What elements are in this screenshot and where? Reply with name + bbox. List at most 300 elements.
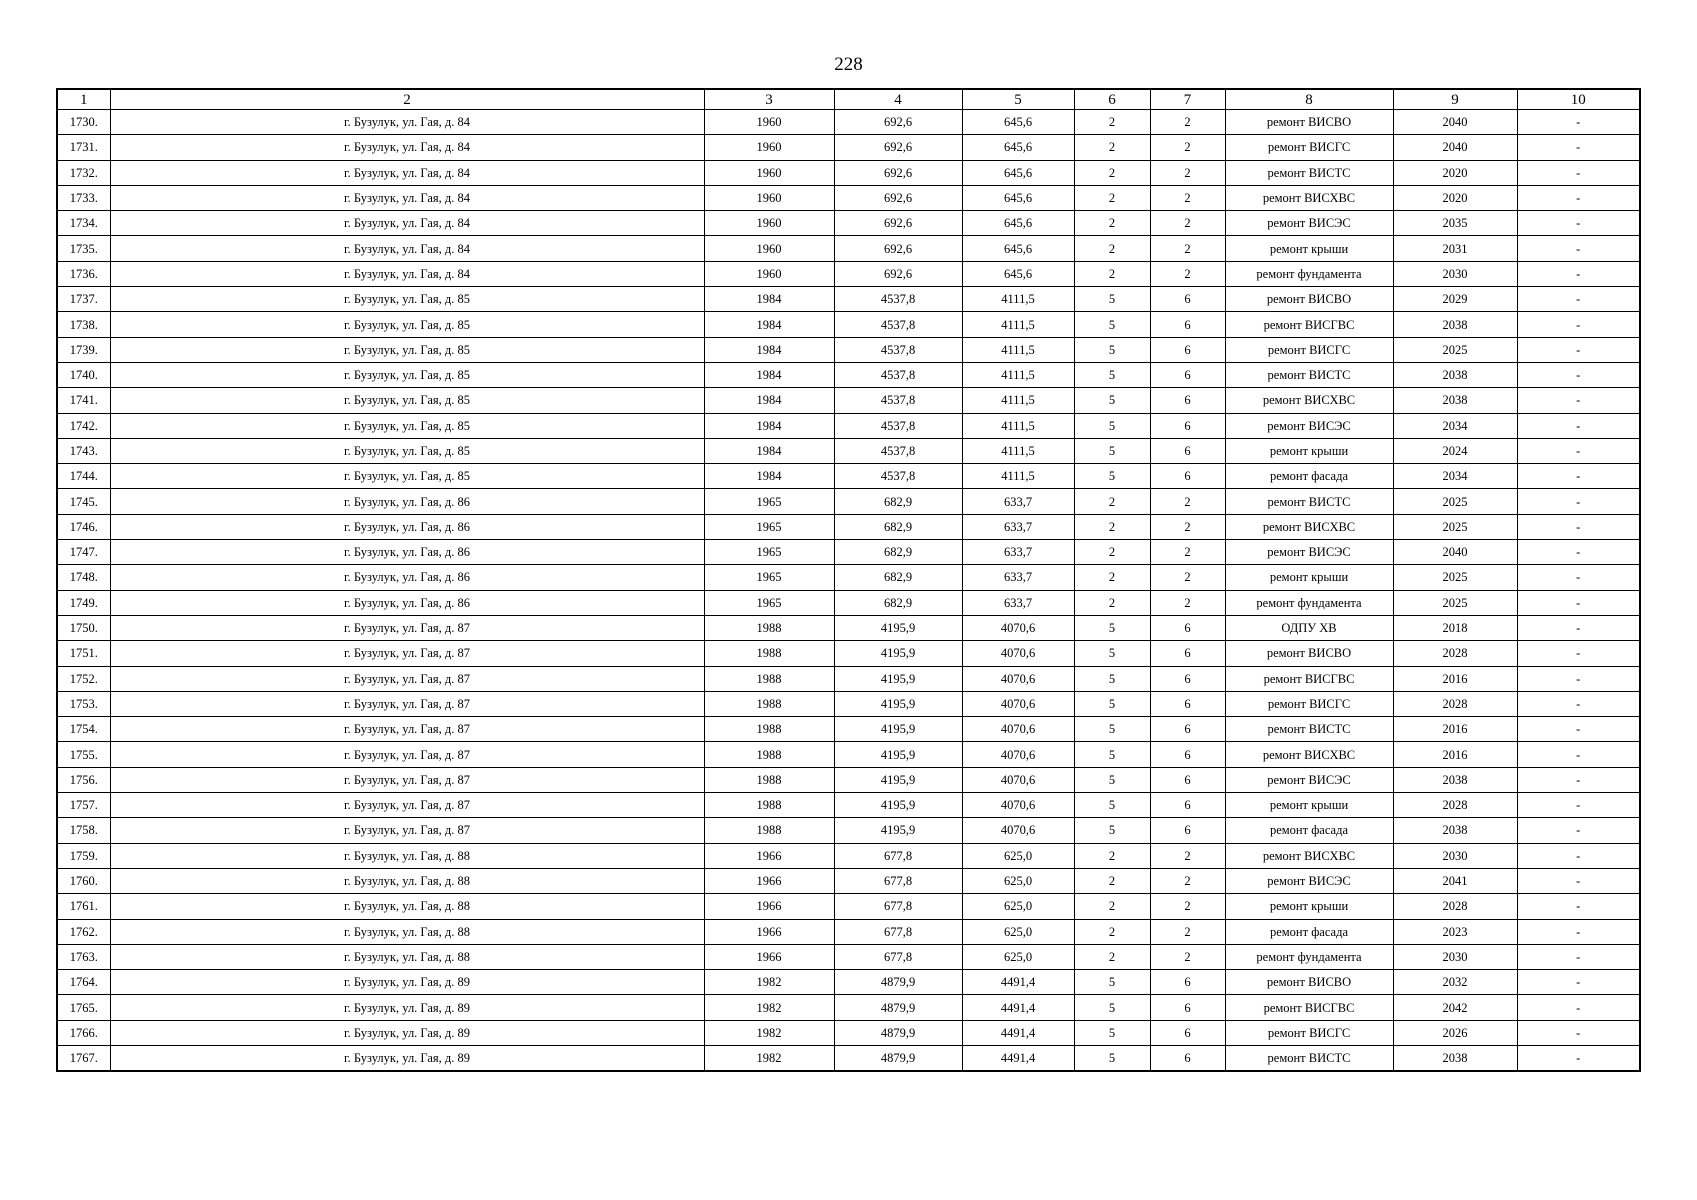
entrances-cell: 2	[1150, 110, 1225, 135]
total-area-cell: 682,9	[834, 514, 962, 539]
total-area-cell: 4195,9	[834, 691, 962, 716]
row-number-cell: 1730.	[57, 110, 110, 135]
row-number-cell: 1744.	[57, 464, 110, 489]
entrances-cell: 6	[1150, 818, 1225, 843]
living-area-cell: 625,0	[962, 843, 1074, 868]
table-row	[57, 995, 1640, 1020]
table-row	[57, 287, 1640, 312]
planned-year-cell: 2030	[1393, 944, 1517, 969]
work-type-cell: ремонт ВИСХВС	[1225, 742, 1393, 767]
year-cell: 1965	[704, 590, 834, 615]
floors-cell: 2	[1074, 894, 1150, 919]
entrances-cell: 6	[1150, 742, 1225, 767]
column-header: 5	[962, 89, 1074, 110]
year-cell: 1982	[704, 1020, 834, 1045]
row-number-cell: 1753.	[57, 691, 110, 716]
table-row	[57, 135, 1640, 160]
column-header: 2	[110, 89, 704, 110]
column-header: 8	[1225, 89, 1393, 110]
address-cell: г. Бузулук, ул. Гая, д. 86	[110, 590, 704, 615]
year-cell: 1960	[704, 135, 834, 160]
address-cell: г. Бузулук, ул. Гая, д. 85	[110, 413, 704, 438]
floors-cell: 2	[1074, 261, 1150, 286]
row-number-cell: 1740.	[57, 362, 110, 387]
total-area-cell: 4195,9	[834, 767, 962, 792]
year-cell: 1966	[704, 944, 834, 969]
row-number-cell: 1734.	[57, 211, 110, 236]
column-header: 3	[704, 89, 834, 110]
floors-cell: 5	[1074, 995, 1150, 1020]
note-cell: -	[1517, 261, 1640, 286]
row-number-cell: 1767.	[57, 1045, 110, 1071]
total-area-cell: 692,6	[834, 185, 962, 210]
note-cell: -	[1517, 944, 1640, 969]
living-area-cell: 633,7	[962, 540, 1074, 565]
table-row	[57, 1020, 1640, 1045]
work-type-cell: ремонт крыши	[1225, 894, 1393, 919]
address-cell: г. Бузулук, ул. Гая, д. 88	[110, 894, 704, 919]
note-cell: -	[1517, 666, 1640, 691]
entrances-cell: 2	[1150, 843, 1225, 868]
row-number-cell: 1758.	[57, 818, 110, 843]
work-type-cell: ОДПУ ХВ	[1225, 615, 1393, 640]
work-type-cell: ремонт ВИСХВС	[1225, 843, 1393, 868]
planned-year-cell: 2028	[1393, 894, 1517, 919]
living-area-cell: 633,7	[962, 514, 1074, 539]
address-cell: г. Бузулук, ул. Гая, д. 88	[110, 944, 704, 969]
planned-year-cell: 2038	[1393, 818, 1517, 843]
work-type-cell: ремонт фундамента	[1225, 944, 1393, 969]
entrances-cell: 2	[1150, 590, 1225, 615]
total-area-cell: 4195,9	[834, 666, 962, 691]
note-cell: -	[1517, 868, 1640, 893]
work-type-cell: ремонт фасада	[1225, 464, 1393, 489]
total-area-cell: 682,9	[834, 590, 962, 615]
note-cell: -	[1517, 464, 1640, 489]
living-area-cell: 4070,6	[962, 717, 1074, 742]
total-area-cell: 692,6	[834, 135, 962, 160]
entrances-cell: 6	[1150, 413, 1225, 438]
entrances-cell: 2	[1150, 540, 1225, 565]
living-area-cell: 4491,4	[962, 995, 1074, 1020]
year-cell: 1984	[704, 362, 834, 387]
work-type-cell: ремонт ВИСВО	[1225, 970, 1393, 995]
entrances-cell: 6	[1150, 312, 1225, 337]
note-cell: -	[1517, 160, 1640, 185]
table-row	[57, 691, 1640, 716]
note-cell: -	[1517, 717, 1640, 742]
living-area-cell: 645,6	[962, 211, 1074, 236]
note-cell: -	[1517, 337, 1640, 362]
entrances-cell: 2	[1150, 489, 1225, 514]
entrances-cell: 6	[1150, 464, 1225, 489]
year-cell: 1984	[704, 413, 834, 438]
planned-year-cell: 2028	[1393, 691, 1517, 716]
address-cell: г. Бузулук, ул. Гая, д. 85	[110, 388, 704, 413]
planned-year-cell: 2035	[1393, 211, 1517, 236]
table-row	[57, 110, 1640, 135]
work-type-cell: ремонт крыши	[1225, 438, 1393, 463]
planned-year-cell: 2034	[1393, 464, 1517, 489]
year-cell: 1984	[704, 464, 834, 489]
address-cell: г. Бузулук, ул. Гая, д. 87	[110, 793, 704, 818]
table-row	[57, 565, 1640, 590]
note-cell: -	[1517, 489, 1640, 514]
total-area-cell: 4195,9	[834, 615, 962, 640]
table-row	[57, 464, 1640, 489]
row-number-cell: 1742.	[57, 413, 110, 438]
total-area-cell: 682,9	[834, 565, 962, 590]
floors-cell: 2	[1074, 843, 1150, 868]
year-cell: 1982	[704, 1045, 834, 1071]
table-header-row	[57, 89, 1640, 110]
year-cell: 1966	[704, 868, 834, 893]
work-type-cell: ремонт ВИСГС	[1225, 135, 1393, 160]
planned-year-cell: 2016	[1393, 717, 1517, 742]
row-number-cell: 1752.	[57, 666, 110, 691]
address-cell: г. Бузулук, ул. Гая, д. 84	[110, 110, 704, 135]
total-area-cell: 4879,9	[834, 970, 962, 995]
year-cell: 1966	[704, 919, 834, 944]
living-area-cell: 4111,5	[962, 312, 1074, 337]
row-number-cell: 1732.	[57, 160, 110, 185]
floors-cell: 5	[1074, 337, 1150, 362]
column-header: 1	[57, 89, 110, 110]
living-area-cell: 633,7	[962, 489, 1074, 514]
row-number-cell: 1754.	[57, 717, 110, 742]
floors-cell: 2	[1074, 110, 1150, 135]
column-header: 4	[834, 89, 962, 110]
floors-cell: 2	[1074, 489, 1150, 514]
planned-year-cell: 2038	[1393, 767, 1517, 792]
living-area-cell: 4070,6	[962, 666, 1074, 691]
entrances-cell: 6	[1150, 767, 1225, 792]
floors-cell: 5	[1074, 464, 1150, 489]
note-cell: -	[1517, 843, 1640, 868]
planned-year-cell: 2025	[1393, 565, 1517, 590]
table-row	[57, 615, 1640, 640]
note-cell: -	[1517, 767, 1640, 792]
year-cell: 1960	[704, 185, 834, 210]
entrances-cell: 2	[1150, 185, 1225, 210]
work-type-cell: ремонт ВИСВО	[1225, 287, 1393, 312]
planned-year-cell: 2018	[1393, 615, 1517, 640]
living-area-cell: 4111,5	[962, 362, 1074, 387]
table-row	[57, 1045, 1640, 1071]
living-area-cell: 4070,6	[962, 641, 1074, 666]
planned-year-cell: 2040	[1393, 540, 1517, 565]
total-area-cell: 4537,8	[834, 337, 962, 362]
entrances-cell: 6	[1150, 388, 1225, 413]
entrances-cell: 6	[1150, 287, 1225, 312]
living-area-cell: 4111,5	[962, 413, 1074, 438]
entrances-cell: 6	[1150, 970, 1225, 995]
address-cell: г. Бузулук, ул. Гая, д. 84	[110, 185, 704, 210]
address-cell: г. Бузулук, ул. Гая, д. 85	[110, 438, 704, 463]
row-number-cell: 1760.	[57, 868, 110, 893]
table-row	[57, 362, 1640, 387]
living-area-cell: 645,6	[962, 185, 1074, 210]
table-row	[57, 438, 1640, 463]
work-type-cell: ремонт крыши	[1225, 236, 1393, 261]
total-area-cell: 677,8	[834, 868, 962, 893]
floors-cell: 2	[1074, 540, 1150, 565]
planned-year-cell: 2042	[1393, 995, 1517, 1020]
address-cell: г. Бузулук, ул. Гая, д. 84	[110, 135, 704, 160]
table-row	[57, 160, 1640, 185]
address-cell: г. Бузулук, ул. Гая, д. 85	[110, 464, 704, 489]
floors-cell: 5	[1074, 1045, 1150, 1071]
table-row	[57, 818, 1640, 843]
note-cell: -	[1517, 438, 1640, 463]
row-number-cell: 1764.	[57, 970, 110, 995]
total-area-cell: 692,6	[834, 261, 962, 286]
row-number-cell: 1749.	[57, 590, 110, 615]
floors-cell: 5	[1074, 691, 1150, 716]
planned-year-cell: 2040	[1393, 135, 1517, 160]
entrances-cell: 2	[1150, 514, 1225, 539]
entrances-cell: 2	[1150, 944, 1225, 969]
table-row	[57, 944, 1640, 969]
year-cell: 1988	[704, 641, 834, 666]
note-cell: -	[1517, 894, 1640, 919]
floors-cell: 5	[1074, 287, 1150, 312]
note-cell: -	[1517, 919, 1640, 944]
address-cell: г. Бузулук, ул. Гая, д. 87	[110, 691, 704, 716]
work-type-cell: ремонт крыши	[1225, 793, 1393, 818]
year-cell: 1982	[704, 995, 834, 1020]
living-area-cell: 625,0	[962, 894, 1074, 919]
repair-schedule-table	[56, 88, 1641, 1072]
column-header: 6	[1074, 89, 1150, 110]
note-cell: -	[1517, 793, 1640, 818]
work-type-cell: ремонт ВИСХВС	[1225, 388, 1393, 413]
row-number-cell: 1751.	[57, 641, 110, 666]
address-cell: г. Бузулук, ул. Гая, д. 85	[110, 362, 704, 387]
living-area-cell: 4070,6	[962, 818, 1074, 843]
total-area-cell: 682,9	[834, 540, 962, 565]
note-cell: -	[1517, 742, 1640, 767]
living-area-cell: 633,7	[962, 590, 1074, 615]
address-cell: г. Бузулук, ул. Гая, д. 89	[110, 1020, 704, 1045]
entrances-cell: 6	[1150, 641, 1225, 666]
living-area-cell: 4070,6	[962, 691, 1074, 716]
floors-cell: 2	[1074, 211, 1150, 236]
entrances-cell: 6	[1150, 1045, 1225, 1071]
address-cell: г. Бузулук, ул. Гая, д. 88	[110, 919, 704, 944]
row-number-cell: 1737.	[57, 287, 110, 312]
row-number-cell: 1766.	[57, 1020, 110, 1045]
row-number-cell: 1736.	[57, 261, 110, 286]
work-type-cell: ремонт ВИСВО	[1225, 641, 1393, 666]
planned-year-cell: 2026	[1393, 1020, 1517, 1045]
row-number-cell: 1735.	[57, 236, 110, 261]
page-number: 228	[834, 54, 863, 75]
total-area-cell: 692,6	[834, 160, 962, 185]
floors-cell: 2	[1074, 236, 1150, 261]
note-cell: -	[1517, 1020, 1640, 1045]
work-type-cell: ремонт ВИСХВС	[1225, 514, 1393, 539]
address-cell: г. Бузулук, ул. Гая, д. 85	[110, 337, 704, 362]
entrances-cell: 6	[1150, 337, 1225, 362]
entrances-cell: 2	[1150, 919, 1225, 944]
year-cell: 1965	[704, 489, 834, 514]
entrances-cell: 6	[1150, 615, 1225, 640]
row-number-cell: 1746.	[57, 514, 110, 539]
floors-cell: 5	[1074, 362, 1150, 387]
table-row	[57, 793, 1640, 818]
note-cell: -	[1517, 540, 1640, 565]
year-cell: 1960	[704, 110, 834, 135]
floors-cell: 5	[1074, 767, 1150, 792]
address-cell: г. Бузулук, ул. Гая, д. 86	[110, 540, 704, 565]
work-type-cell: ремонт фундамента	[1225, 261, 1393, 286]
work-type-cell: ремонт ВИСВО	[1225, 110, 1393, 135]
table-row	[57, 590, 1640, 615]
note-cell: -	[1517, 413, 1640, 438]
address-cell: г. Бузулук, ул. Гая, д. 89	[110, 970, 704, 995]
planned-year-cell: 2038	[1393, 312, 1517, 337]
row-number-cell: 1755.	[57, 742, 110, 767]
address-cell: г. Бузулук, ул. Гая, д. 87	[110, 666, 704, 691]
column-header: 10	[1517, 89, 1640, 110]
note-cell: -	[1517, 590, 1640, 615]
work-type-cell: ремонт фундамента	[1225, 590, 1393, 615]
floors-cell: 2	[1074, 135, 1150, 160]
entrances-cell: 6	[1150, 691, 1225, 716]
note-cell: -	[1517, 565, 1640, 590]
living-area-cell: 645,6	[962, 135, 1074, 160]
total-area-cell: 692,6	[834, 211, 962, 236]
year-cell: 1984	[704, 388, 834, 413]
entrances-cell: 6	[1150, 995, 1225, 1020]
table-row	[57, 261, 1640, 286]
living-area-cell: 625,0	[962, 919, 1074, 944]
floors-cell: 5	[1074, 666, 1150, 691]
address-cell: г. Бузулук, ул. Гая, д. 87	[110, 767, 704, 792]
entrances-cell: 2	[1150, 261, 1225, 286]
year-cell: 1960	[704, 211, 834, 236]
work-type-cell: ремонт ВИСЭС	[1225, 868, 1393, 893]
planned-year-cell: 2030	[1393, 261, 1517, 286]
work-type-cell: ремонт фасада	[1225, 919, 1393, 944]
floors-cell: 2	[1074, 160, 1150, 185]
year-cell: 1965	[704, 540, 834, 565]
year-cell: 1982	[704, 970, 834, 995]
year-cell: 1988	[704, 666, 834, 691]
table-row	[57, 211, 1640, 236]
address-cell: г. Бузулук, ул. Гая, д. 87	[110, 717, 704, 742]
entrances-cell: 6	[1150, 793, 1225, 818]
total-area-cell: 692,6	[834, 236, 962, 261]
address-cell: г. Бузулук, ул. Гая, д. 87	[110, 615, 704, 640]
table-row	[57, 185, 1640, 210]
living-area-cell: 4070,6	[962, 767, 1074, 792]
note-cell: -	[1517, 818, 1640, 843]
table-row	[57, 717, 1640, 742]
planned-year-cell: 2040	[1393, 110, 1517, 135]
total-area-cell: 4537,8	[834, 287, 962, 312]
floors-cell: 5	[1074, 717, 1150, 742]
note-cell: -	[1517, 615, 1640, 640]
work-type-cell: ремонт ВИСЭС	[1225, 413, 1393, 438]
living-area-cell: 645,6	[962, 160, 1074, 185]
total-area-cell: 4537,8	[834, 312, 962, 337]
note-cell: -	[1517, 1045, 1640, 1071]
total-area-cell: 4537,8	[834, 464, 962, 489]
planned-year-cell: 2032	[1393, 970, 1517, 995]
table-row	[57, 337, 1640, 362]
row-number-cell: 1743.	[57, 438, 110, 463]
address-cell: г. Бузулук, ул. Гая, д. 88	[110, 843, 704, 868]
note-cell: -	[1517, 691, 1640, 716]
entrances-cell: 6	[1150, 438, 1225, 463]
table-row	[57, 970, 1640, 995]
living-area-cell: 625,0	[962, 944, 1074, 969]
note-cell: -	[1517, 995, 1640, 1020]
address-cell: г. Бузулук, ул. Гая, д. 87	[110, 818, 704, 843]
table-row	[57, 489, 1640, 514]
table-row	[57, 919, 1640, 944]
living-area-cell: 625,0	[962, 868, 1074, 893]
total-area-cell: 4537,8	[834, 413, 962, 438]
note-cell: -	[1517, 135, 1640, 160]
living-area-cell: 4070,6	[962, 793, 1074, 818]
address-cell: г. Бузулук, ул. Гая, д. 89	[110, 1045, 704, 1071]
floors-cell: 2	[1074, 565, 1150, 590]
table-row	[57, 868, 1640, 893]
total-area-cell: 4195,9	[834, 641, 962, 666]
note-cell: -	[1517, 185, 1640, 210]
row-number-cell: 1739.	[57, 337, 110, 362]
note-cell: -	[1517, 312, 1640, 337]
living-area-cell: 645,6	[962, 261, 1074, 286]
living-area-cell: 4111,5	[962, 287, 1074, 312]
work-type-cell: ремонт ВИСГС	[1225, 691, 1393, 716]
row-number-cell: 1762.	[57, 919, 110, 944]
total-area-cell: 4537,8	[834, 438, 962, 463]
address-cell: г. Бузулук, ул. Гая, д. 86	[110, 489, 704, 514]
planned-year-cell: 2023	[1393, 919, 1517, 944]
work-type-cell: ремонт ВИСГВС	[1225, 312, 1393, 337]
planned-year-cell: 2025	[1393, 590, 1517, 615]
total-area-cell: 4195,9	[834, 717, 962, 742]
total-area-cell: 4879,9	[834, 1045, 962, 1071]
table-row	[57, 540, 1640, 565]
year-cell: 1988	[704, 615, 834, 640]
work-type-cell: ремонт ВИСЭС	[1225, 211, 1393, 236]
address-cell: г. Бузулук, ул. Гая, д. 89	[110, 995, 704, 1020]
living-area-cell: 4111,5	[962, 438, 1074, 463]
planned-year-cell: 2038	[1393, 388, 1517, 413]
table-row	[57, 894, 1640, 919]
floors-cell: 5	[1074, 615, 1150, 640]
column-header: 9	[1393, 89, 1517, 110]
total-area-cell: 4879,9	[834, 995, 962, 1020]
planned-year-cell: 2024	[1393, 438, 1517, 463]
living-area-cell: 4070,6	[962, 742, 1074, 767]
row-number-cell: 1759.	[57, 843, 110, 868]
address-cell: г. Бузулук, ул. Гая, д. 85	[110, 312, 704, 337]
total-area-cell: 682,9	[834, 489, 962, 514]
living-area-cell: 633,7	[962, 565, 1074, 590]
table-row	[57, 236, 1640, 261]
note-cell: -	[1517, 211, 1640, 236]
planned-year-cell: 2031	[1393, 236, 1517, 261]
address-cell: г. Бузулук, ул. Гая, д. 87	[110, 641, 704, 666]
work-type-cell: ремонт ВИСГС	[1225, 1020, 1393, 1045]
year-cell: 1960	[704, 236, 834, 261]
